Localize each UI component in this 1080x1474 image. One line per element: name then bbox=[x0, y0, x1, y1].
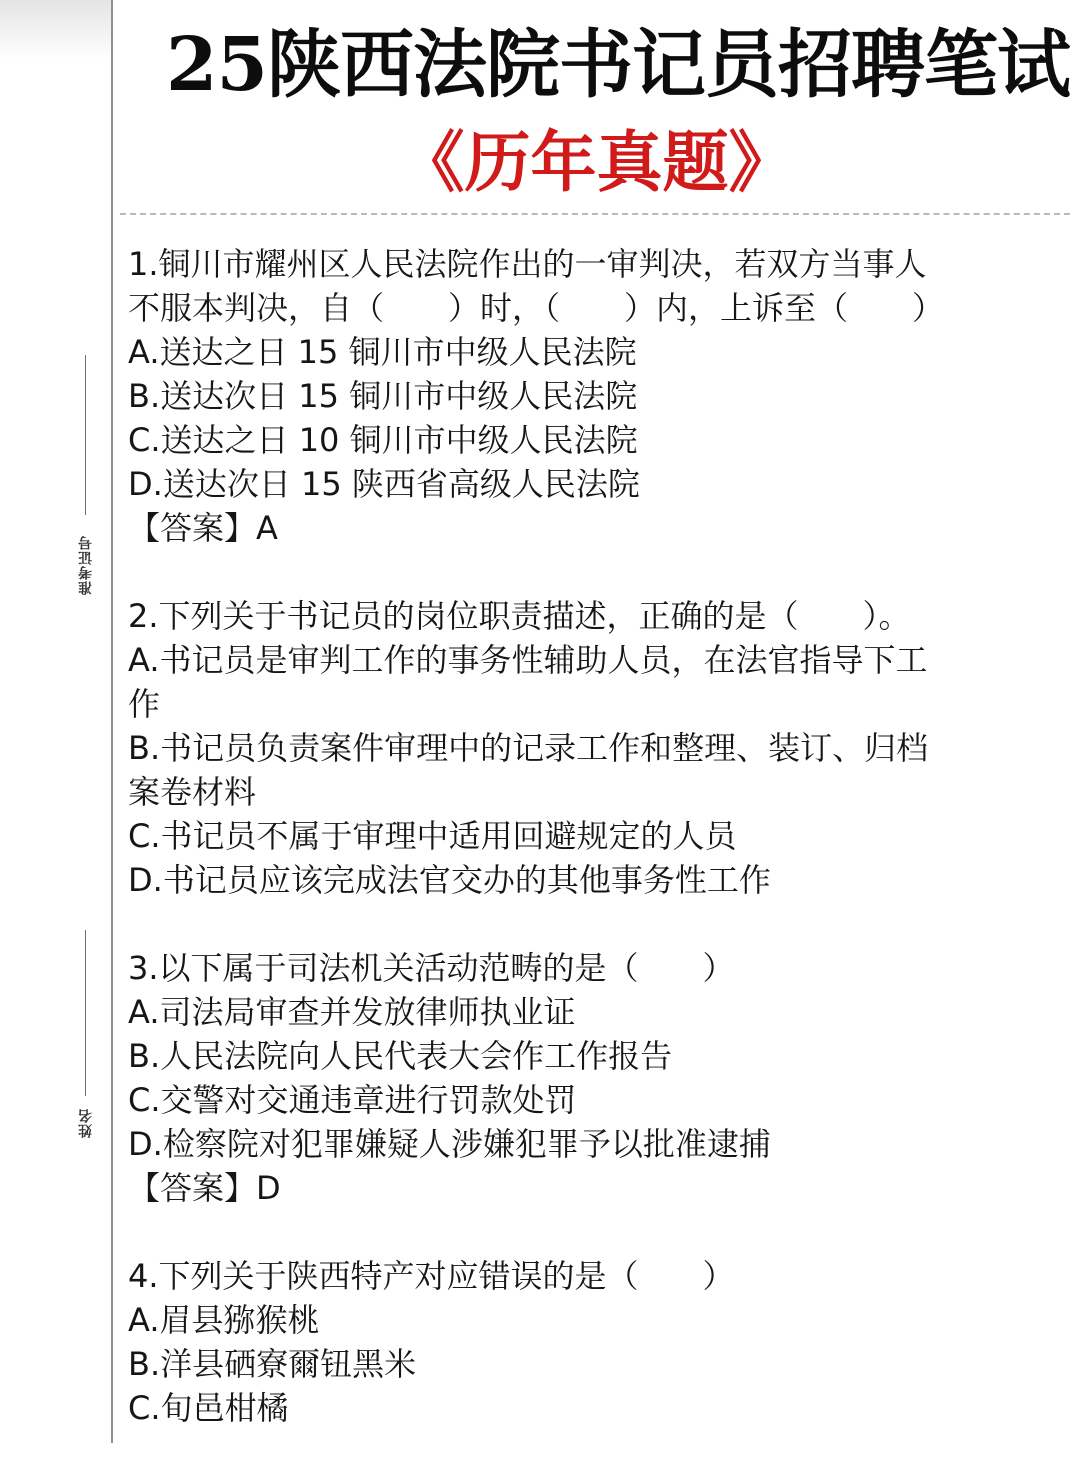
question-stem-line: 1.铜川市耀州区人民法院作出的一审判决，若双方当事人 bbox=[128, 245, 927, 283]
margin-shade bbox=[0, 0, 112, 60]
option-c: C.送达之日 10 铜川市中级人民法院 bbox=[128, 421, 638, 459]
answer-line: 【答案】A bbox=[128, 509, 278, 547]
question-4 bbox=[128, 1254, 1058, 1430]
name-label: 姓名 bbox=[78, 1108, 94, 1138]
name-blank-line bbox=[85, 930, 86, 1096]
option-a: A.司法局审查并发放律师执业证 bbox=[128, 993, 576, 1031]
option-a: A.送达之日 15 铜川市中级人民法院 bbox=[128, 333, 637, 371]
page-subtitle: 《历年真题》 bbox=[398, 123, 795, 201]
option-b: B.人民法院向人民代表大会作工作报告 bbox=[128, 1037, 673, 1075]
page-title: 25陕西法院书记员招聘笔试 bbox=[166, 22, 1070, 108]
option-c: C.旬邑柑橘 bbox=[128, 1389, 289, 1427]
option-c: C.书记员不属于审理中适用回避规定的人员 bbox=[128, 817, 737, 855]
page-header bbox=[113, 0, 1080, 215]
question-stem-line: 4.下列关于陕西特产对应错误的是（ ） bbox=[128, 1257, 735, 1295]
option-b: B.书记员负责案件审理中的记录工作和整理、装订、归档 bbox=[128, 729, 929, 767]
exam-id-field bbox=[76, 355, 96, 595]
question-stem-line: 2.下列关于书记员的岗位职责描述，正确的是（ ）。 bbox=[128, 597, 911, 635]
option-d: D.检察院对犯罪嫌疑人涉嫌犯罪予以批准逮捕 bbox=[128, 1125, 771, 1163]
question-3 bbox=[128, 946, 1058, 1210]
question-2 bbox=[128, 594, 1058, 902]
option-b: B.送达次日 15 铜川市中级人民法院 bbox=[128, 377, 638, 415]
question-1 bbox=[128, 242, 1058, 550]
option-d: D.书记员应该完成法官交办的其他事务性工作 bbox=[128, 861, 771, 899]
option-c: C.交警对交通违章进行罚款处罚 bbox=[128, 1081, 577, 1119]
option-b-continued: 案卷材料 bbox=[128, 773, 257, 811]
answer-line: 【答案】D bbox=[128, 1169, 281, 1207]
dashed-divider bbox=[120, 213, 1070, 215]
question-stem-line: 不服本判决，自（ ）时，（ ）内，上诉至（ ） bbox=[128, 289, 945, 327]
option-a-continued: 作 bbox=[128, 685, 161, 723]
exam-id-blank-line bbox=[85, 355, 86, 515]
option-a: A.眉县猕猴桃 bbox=[128, 1301, 320, 1339]
binding-margin-line bbox=[111, 0, 113, 1443]
option-a: A.书记员是审判工作的事务性辅助人员，在法官指导下工 bbox=[128, 641, 928, 679]
question-stem-line: 3.以下属于司法机关活动范畴的是（ ） bbox=[128, 949, 735, 987]
name-field bbox=[76, 930, 96, 1140]
option-d: D.送达次日 15 陕西省高级人民法院 bbox=[128, 465, 640, 503]
question-list bbox=[128, 242, 1058, 1474]
exam-id-label: 准考证号 bbox=[78, 535, 94, 595]
option-b: B.洋县硒寮爾钮黑米 bbox=[128, 1345, 417, 1383]
